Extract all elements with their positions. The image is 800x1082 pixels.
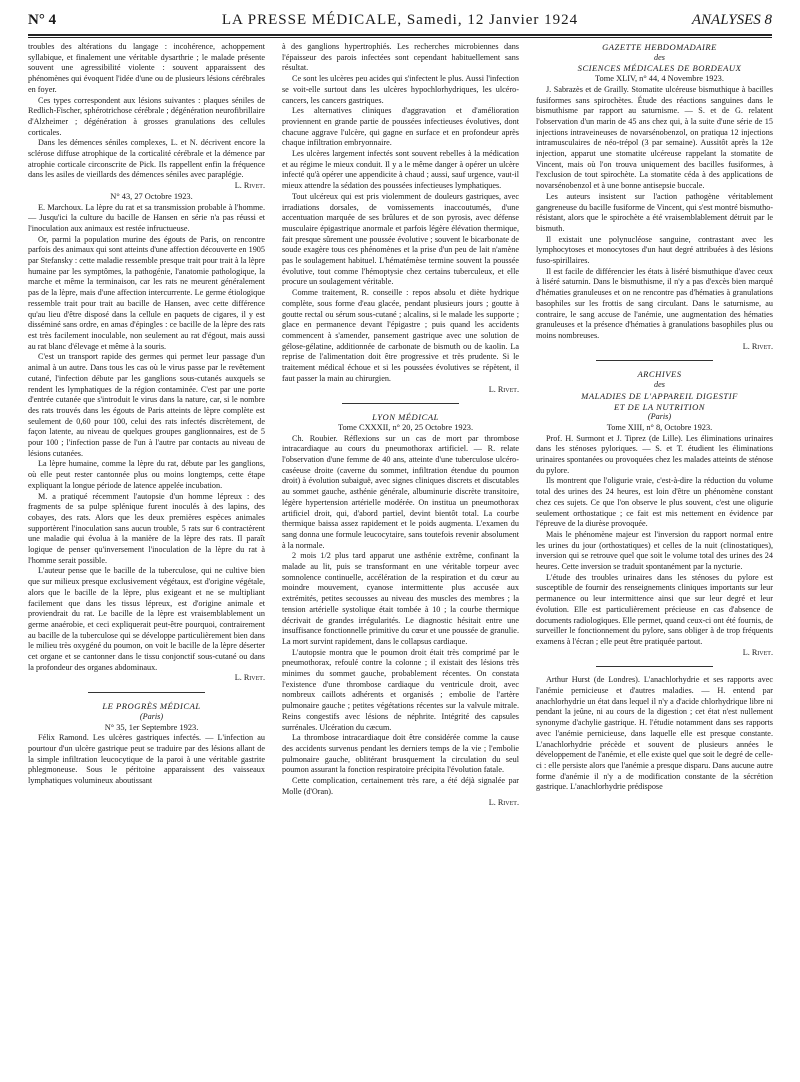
author-signature: L. Rivet.: [742, 647, 773, 657]
paragraph: L'autopsie montra que le poumon droit était très comprimé par le pneumothorax, refoulé contre la colonne ; il existait des lésions très minimes du sommet gauche, probablement récentes. On constata l'existence d'une thrombose cardiaque du ventricule droit, avec nombreux caillots adhérents et organisés ; embolie de l'artère pulmonaire gauche ; petites végétations récentes sur la valvule mitrale. Reins congestifs avec lésions de néphrite. Intégrité des capsules surrénales. Ulcération du cæcum.: [282, 647, 519, 732]
paragraph: à des ganglions hypertrophiés. Les recherches microbiennes dans l'épaisseur des parois infectées sont cependant habituellement sans résultat.: [282, 42, 519, 73]
paragraph: Il existait une polynucléose sanguine, contrastant avec les lymphocytoses et monocytoses d'un haut degré attribuées à des lésions fuso-spirillaires.: [536, 234, 773, 266]
paragraph: Cette complication, certainement très rare, a été déjà signalée par Molle (d'Oran).: [282, 776, 519, 796]
issue-date: Tome CXXXII, n° 20, 25 Octobre 1923.: [337, 422, 474, 432]
paragraph: Ces types correspondent aux lésions suivantes : plaques séniles de Redlich-Fischer, sphérotrichose cérébrale ; dégénération neurofibrillaire d'Alzheimer ; dégénération à grosses granulations des cellules corticales.: [28, 95, 265, 137]
paragraph: Les auteurs insistent sur l'action pathogène véritablement gangreneuse du bacille fusiforme de Vincent, qui s'est montré bismutho-résistant, alors que le spirochète a été vraisemblablement détruit par le bismuth.: [536, 191, 773, 233]
paragraph: Mais le phénomène majeur est l'inversion du rapport normal entre les urines du jour (orthostatiques) et celles de la nuit (clinostatiques), inversion qui se retrouve quel que soit le volume total des urines des 24 heures. Cette inversion se traduit spontanément par la nycturie.: [536, 529, 773, 572]
paragraph: La lèpre humaine, comme la lèpre du rat, débute par les ganglions, où elle peut rester cantonnée plus ou moins longtemps, cette étape expliquant la longue période de latence appelée incubation.: [28, 459, 265, 490]
paragraph: L'étude des troubles urinaires dans les sténoses du pylore est susceptible de fournir des renseignements cliniques importants sur leur permanence ou leur intermittence ainsi que sur leur degré et leur évolution. Elle est particulièrement précieuse en cas d'absence de documents radiologiques. Elle permet, quand ceux-ci ont été fournis, de surveiller le fonctionnement du pylore, sans obliger à de trop fréquents examens à l'écran ; elle peut être pratiquée partout.: [536, 572, 773, 646]
journal-title: LE PROGRÈS MÉDICAL: [102, 701, 201, 712]
newspaper-title: LA PRESSE MÉDICALE, Samedi, 12 Janvier 1924: [221, 12, 579, 28]
article-paragraph: Félix Ramond. Les ulcères gastriques infectés. — L'infection au pourtour d'un ulcère gastrique peut se traduire par des lésions allant de la simple infiltration leucocytique de la paroi à une véritable gastrite phlegmoneuse. Sous le péritoine apparaissent des vaisseaux lymphatiques volumineux aboutissant: [28, 733, 265, 786]
paragraph: Comme traitement, R. conseille : repos absolu et diète hydrique complète, sous forme d'eau glacée, pendant plusieurs jours ; goutte à goutte rectal ou sérum sous-cutané ; alcalins, si le malade les supporte ; glace en permanence devant l'épigastre ; puis quand les accidents commencent à s'amender, pansement gastrique avec une solution de gélose-gélatine, additionnée de carbonate de bismuth ou de kaolin. La reprise de l'alimentation doit être progressive et très prudente. Si le traitement médical échoue et si les poussées évolutives se répètent, il faut passer la main au chirurgien.: [282, 288, 519, 383]
paragraph: L'auteur pense que le bacille de la tuberculose, qui ne cultive bien que sur milieux presque exclusivement végétaux, est d'origine végétale, alors que le bacille de la lèpre, plus exigeant et ne se multipliant facilement que dans les tissus lépreux, est d'origine animale et proviendrait du rat. Le bacille de la lèpre est vraisemblablement un germe anaérobie, et ceci expliquerait peut-être pourquoi, contrairement au bacille de la tuberculose qui se développe particulièrement bien dans le milieu très oxygéné du poumon, on voit le bacille de la lèpre déserter cet organe et se cantonner dans le tissu conjonctif sous-cutané ou dans la profondeur des organes abdominaux.: [28, 566, 265, 672]
paragraph: Or, parmi la population murine des égouts de Paris, on rencontre parfois des animaux qui sont atteints d'une affection découverte en 1905 par Stefansky : cette maladie ressemble presque trait pour trait à la lèpre humaine par les symptômes, la pathogénie, l'anatomie pathologique, la marche et même la terminaison, car les rats ne meurent généralement pas de la lèpre, mais d'une affection intercurrente. Le germe étiologique ressemble trait pour trait au bacille de Hansen, avec cette différence qu'au lieu d'être disposé dans la cellule en paquets de cigares, il y est disséminé sans ordre, en amas d'épingles : ce bacille de la lèpre des rats est très facilement inoculable, non seulement au rat d'égout, mais aussi au rat blanc d'élevage et même à la souris.: [28, 234, 265, 351]
paragraph: Ce sont les ulcères peu acides qui s'infectent le plus. Aussi l'infection se voit-elle surtout dans les ulcères hypochlorhydriques, les ulcéro-cancers, les cancers gastriques.: [282, 74, 519, 105]
issue-date: N° 35, 1er Septembre 1923.: [104, 722, 199, 732]
paragraph: Les alternatives cliniques d'aggravation et d'amélioration proviennent en grande partie de poussées infectieuses évolutives, dont chacune aggrave l'ulcère, qui gagne en surface et en profondeur après chaque infiltration embryonnaire.: [282, 106, 519, 148]
page-number: N° 4: [28, 12, 57, 28]
journal-title: ARCHIVES: [637, 369, 682, 380]
paragraph: Dans les démences séniles complexes, L. et N. décrivent encore la sclérose diffuse atrophique de la corticalité cérébrale et la démence par atrophie corticale circonscrite de Pick. Ils rappellent enfin la fréquence dans les asiles de vieillards des démences séniles avec paraplégie.: [28, 138, 265, 180]
journal-title: MALADIES DE L'APPAREIL DIGESTIF: [581, 390, 738, 401]
paragraph: La thrombose intracardiaque doit être considérée comme la cause des accidents survenus pendant les derniers temps de la vie ; l'embolie pulmonaire gauche, oblitérant brusquement la circulation du seul poumon assurant la fonction respiratoire précipita l'évolution fatale.: [282, 733, 519, 775]
article-paragraph: E. Marchoux. La lèpre du rat et sa transmission probable à l'homme. — Jusqu'ici la culture du bacille de Hansen en série n'a pas réussi et l'inoculation aux animaux est restée infructueuse.: [28, 202, 265, 233]
separator: [596, 666, 713, 667]
issue-date: N° 43, 27 Octobre 1923.: [110, 191, 193, 201]
paragraph: C'est un transport rapide des germes qui permet leur passage d'un animal à un autre. Dans tous les cas où le virus passe par le revêtement cutané, l'infection débute par les ganglions sous-cutanés auxquels se rendent les lymphatiques de la région contaminée. C'est par une porte d'entrée cutanée que s'introduit le virus dans la nature, car, si le nombre des rats trouvés dans les égouts de Paris atteints de lèpre complète est seulement de 0,60 pour 100, celui des rats infectés discrètement, de façon latente, au niveau de quelques groupes ganglionnaires, est de 5 pour 100 ; l'infection passe de l'un à l'autre par contacts au niveau de lésions cutanées.: [28, 352, 265, 458]
article-paragraph: Prof. H. Surmont et J. Tiprez (de Lille). Les éliminations urinaires dans les sténoses pyloriques. — S. et T. étudient les éliminations urinaires spontanées ou provoquées chez les malades atteints de sténose du pylore.: [536, 433, 773, 475]
paragraph: troubles des altérations du langage : incohérence, achoppement syllabique, et finalement une véritable dysarthrie ; le malade présente souvent une agressibilité violente : souvent apparaissent des phénomènes qui évoquent l'idée d'une ou de plusieurs lésions cérébrales en foyer.: [28, 42, 265, 94]
issue-date: Tome XLIV, n° 44, 4 Novembre 1923.: [595, 74, 724, 84]
journal-title: GAZETTE HEBDOMADAIRE: [602, 42, 717, 52]
journal-title-connector: des: [654, 380, 665, 390]
issue-date: Tome XIII, n° 8, Octobre 1923.: [606, 422, 713, 432]
header-rule: [28, 34, 772, 36]
column-3: [536, 42, 773, 1072]
journal-city: (Paris): [139, 711, 164, 721]
author-signature: L. Rivet.: [234, 673, 265, 683]
article-paragraph: Arthur Hurst (de Londres). L'anachlorhydrie et ses rapports avec l'anémie pernicieuse et d'autres maladies. — H. entend par anachlorhydrie un état dans lequel il n'y a d'acide chlorhydrique libre ni pendant la jeûne, ni au cours de la digestion ; cet état n'est nullement synonyme d'achylie gastrique. H. l'étudie notamment dans ses rapports avec l'anémie pernicieuse, dans laquelle elle est presque constante. L'anachlorhydrie précède et souvent de plusieurs années le développement de l'anémie, et elle existe quel que soit le degré de celle-ci : elle persiste alors que l'anémie a presque disparu. Dans aucune autre forme d'anémie il n'y a de modification constante de la sécrétion gastrique. L'anachlorhydrie prédispose: [536, 675, 773, 792]
author-signature: L. Rivet.: [234, 181, 265, 191]
author-signature: L. Rivet.: [742, 341, 773, 351]
paragraph: Ils montrent que l'oligurie vraie, c'est-à-dire la réduction du volume total des urines des 24 heures, est loin d'être un phénomène constant chez ces sujets. Ce que l'on observe le plus souvent, c'est une oligurie seulement orthostatique ; ce fait est mis nettement en évidence par l'épreuve de la diurèse provoquée.: [536, 476, 773, 529]
header-rule-thin: [28, 37, 772, 38]
section-label: ANALYSES 8: [691, 12, 772, 28]
separator: [88, 692, 205, 693]
journal-title: SCIENCES MÉDICALES DE BORDEAUX: [577, 63, 742, 74]
article-paragraph: Ch. Roubier. Réflexions sur un cas de mort par thrombose intracardiaque au cours du pneumothorax artificiel. — R. relate l'observation d'une femme de 40 ans, atteinte d'une tuberculose ulcéro-caséeuse droite (caverne du sommet, infiltration étendue du poumon droit) à évolution subaiguë, avec signes cliniques discrets et discutables au sommet gauche, asthénie générale, albuminurie discrète transitoire, légère hypertension artérielle modérée. On institua un pneumothorax artificiel droit, qui, d'abord partiel, devint bientôt total. La courbe thermique baissa assez rapidement et le poids augmenta. L'examen du sang donna une formule leucocytaire, sans toutefois revenir absolument à la normale.: [282, 433, 519, 550]
column-1: [28, 42, 265, 1072]
page-header: [28, 10, 772, 30]
article-paragraph: J. Sabrazès et de Grailly. Stomatite ulcéreuse bismuthique à bacilles fusiformes sans spirochètes. Étude des réactions sanguines dans le bismuthisme par rapport au saturnisme. — S. et de G. relatent l'observation d'un marin de 45 ans chez qui, à la suite d'une série de 15 injections intraveineuses de novarsénobenzol, on pratiqua 12 injections intramusculaires de néo-trépol (3 par semaine). Aussitôt après la 12e injection, apparut une stomatite ulcéreuse rappelant la stomatite de Vincent, mais où l'on trouva uniquement des bacilles fusiformes, à l'exclusion de tout spirochète. La stomatite céda à des applications de novarsénobenzol et à une bonne antisepsie buccale.: [536, 84, 773, 191]
column-2: [282, 42, 519, 1072]
author-signature: L. Rivet.: [488, 384, 519, 394]
separator: [342, 403, 459, 404]
paragraph: 2 mois 1/2 plus tard apparut une asthénie extrême, confinant la malade au lit, puis se transformant en une véritable torpeur avec somnolence continuelle, accélération de la respiration et du cœur au moindre mouvement, cyanose intermittente plus accusée aux extrémités, petites secousses au niveau des muscles des membres ; la tension artérielle systolique était tombée à 10 ; la courbe thermique décrivait de grandes irrégularités. Le diagnostic hésitait entre une insuffisance fonctionnelle primitive du cœur et une poussée de granulie. La mort survint rapidement, dans le collapsus cardiaque.: [282, 551, 519, 646]
separator: [596, 360, 713, 361]
author-signature: L. Rivet.: [488, 797, 519, 807]
paragraph: Tout ulcéreux qui est pris violemment de douleurs gastriques, avec irradiations dorsales, de vomissements inaccoutumés, d'une accentuation marquée de ses brûlures et de son pyrosis, avec défense musculaire épigastrique anormale et parfois légère élévation thermique, fait presque sûrement une poussée évolutive ; souvent le bicarbonate de soude exagère tous ces phénomènes et la prise d'un peu de lait n'amène pas le soulagement habituel. L'hématémèse termine souvent la poussée évolutive, tout comme l'hémoptysie chez certains tuberculeux, et elle procure un soulagement véritable.: [282, 191, 519, 287]
journal-title: ET DE LA NUTRITION: [613, 401, 706, 412]
paragraph: Les ulcères largement infectés sont souvent rebelles à la médication et au régime le mieux conduit. Il y a le même danger à opérer un ulcère infecté qu'à opérer une appendicite à chaud ; aussi, sauf urgence, vaut-il mieux attendre la sédation des poussées infectieuses lymphatiques.: [282, 149, 519, 191]
journal-title-connector: des: [654, 52, 665, 62]
paragraph: M. a pratiqué récemment l'autopsie d'un homme lépreux : des fragments de sa pulpe splénique furent inoculés à des lapins, des cobayes, des rats. Alors que les deux premières espèces animales supportèrent l'inoculation sans aucun trouble, 5 rats sur 6 contractèrent une maladie qui évolua à la manière de la lèpre des rats. Il paraît logique de penser qu'inversement l'inoculation de la lèpre du rat à l'homme serait possible.: [28, 491, 265, 565]
journal-title: LYON MÉDICAL: [372, 412, 439, 423]
journal-city: (Paris): [647, 412, 672, 422]
paragraph: Il est facile de différencier les états à liséré bismuthique d'avec ceux à liséré saturnin. Dans le bismuthisme, il n'y a pas d'excès bien marqué d'hématies granuleuses et on ne rencontre pas d'hématies à granulations basophiles sur les frottis de sang circulant. Dans le saturnisme, au contraire, le sang accuse de l'anémie, une augmentation des hématies granuleuses et la présence d'hématies à granulations basophiles plus ou moins nombreuses.: [536, 266, 773, 340]
